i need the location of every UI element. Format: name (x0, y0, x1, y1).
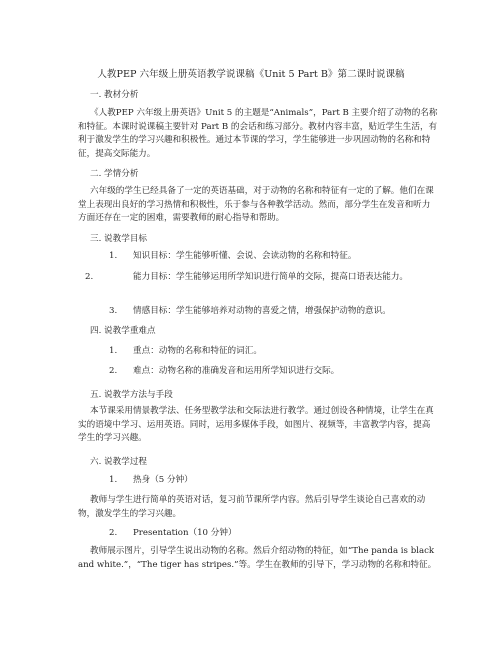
section-heading-key-difficult-points: 四. 说教学重难点 (90, 326, 156, 336)
section-heading-methods: 五. 说教学方法与手段 (90, 390, 173, 400)
list-item (109, 345, 439, 359)
document-title: 人教PEP 六年级上册英语教学说课稿《Unit 5 Part B》第二课时说课稿 (97, 69, 405, 80)
section-heading-teaching-process: 六. 说教学过程 (90, 457, 148, 467)
list-item-number: 3. (109, 306, 118, 316)
step-para-warmup: 教师与学生进行简单的英语对话，复习前节课所学内容。然后引导学生谈论自己喜欢的动物，激发学生的学习兴趣。 (78, 495, 426, 519)
list-item-text: 热身（5 分钟） (133, 475, 193, 485)
section-heading-teaching-objectives: 三. 说教学目标 (90, 234, 148, 244)
list-item-text: 知识目标：学生能够听懂、会说、会读动物的名称和特征。 (133, 251, 357, 261)
list-item-number: 1. (109, 475, 118, 485)
list-item (109, 527, 439, 541)
list-item-text: 难点：动物名称的准确发音和运用所学知识进行交际。 (133, 366, 340, 376)
list-item (85, 271, 463, 285)
list-item-text: 能力目标：学生能够运用所学知识进行简单的交际，提高口语表达能力。 (133, 272, 409, 282)
section-heading-student-analysis: 二. 学情分析 (90, 169, 139, 179)
list-item-text: 情感目标：学生能够培养对动物的喜爱之情，增强保护动物的意识。 (133, 306, 391, 316)
section-heading-textbook-analysis: 一. 教材分析 (90, 90, 139, 100)
list-item-number: 1. (109, 251, 118, 261)
list-item-number: 1. (109, 346, 118, 356)
list-item-text: Presentation（10 分钟） (133, 528, 237, 538)
list-item-number: 2. (85, 272, 94, 282)
section-para-methods: 本节课采用情景教学法、任务型教学法和交际法进行教学。通过创设各种情境，让学生在真实的语境中学习、运用英语。同时，运用多媒体手段，如图片、视频等，丰富教学内容，提高学生的学习兴趣。 (78, 406, 434, 444)
list-item (109, 305, 439, 319)
list-item (109, 474, 439, 488)
step-para-presentation: 教师展示图片，引导学生说出动物的名称。然后介绍动物的特征，如“The panda is black and white.”，“The tiger has stripes.”等。学生在教师的引导下，学习动物的名称和特征。 (78, 546, 437, 570)
section-para-student-analysis: 六年级的学生已经具备了一定的英语基础，对于动物的名称和特征有一定的了解。他们在课堂上表现出良好的学习热情和积极性，乐于参与各种教学活动。然而，部分学生在发音和听力方面还存在一定的困难，需要教师的耐心指导和帮助。 (78, 186, 434, 224)
list-item-number: 2. (109, 366, 118, 376)
list-item-number: 2. (109, 528, 118, 538)
list-item (109, 365, 439, 379)
list-item-text: 重点：动物的名称和特征的词汇。 (133, 346, 262, 356)
section-para-textbook-analysis: 《人教PEP 六年级上册英语》Unit 5 的主题是“Animals”，Part B 主要介绍了动物的名称和特征。本课时说课稿主要针对 Part B 的会话和练习部分。教材内容丰富，贴近学生生活，有利于激发学生的学习兴趣和积极性。通过本节课的学习，学生能够进一步巩固动物的名称和特征，提高交际能力。 (78, 108, 438, 159)
list-item (109, 250, 439, 264)
